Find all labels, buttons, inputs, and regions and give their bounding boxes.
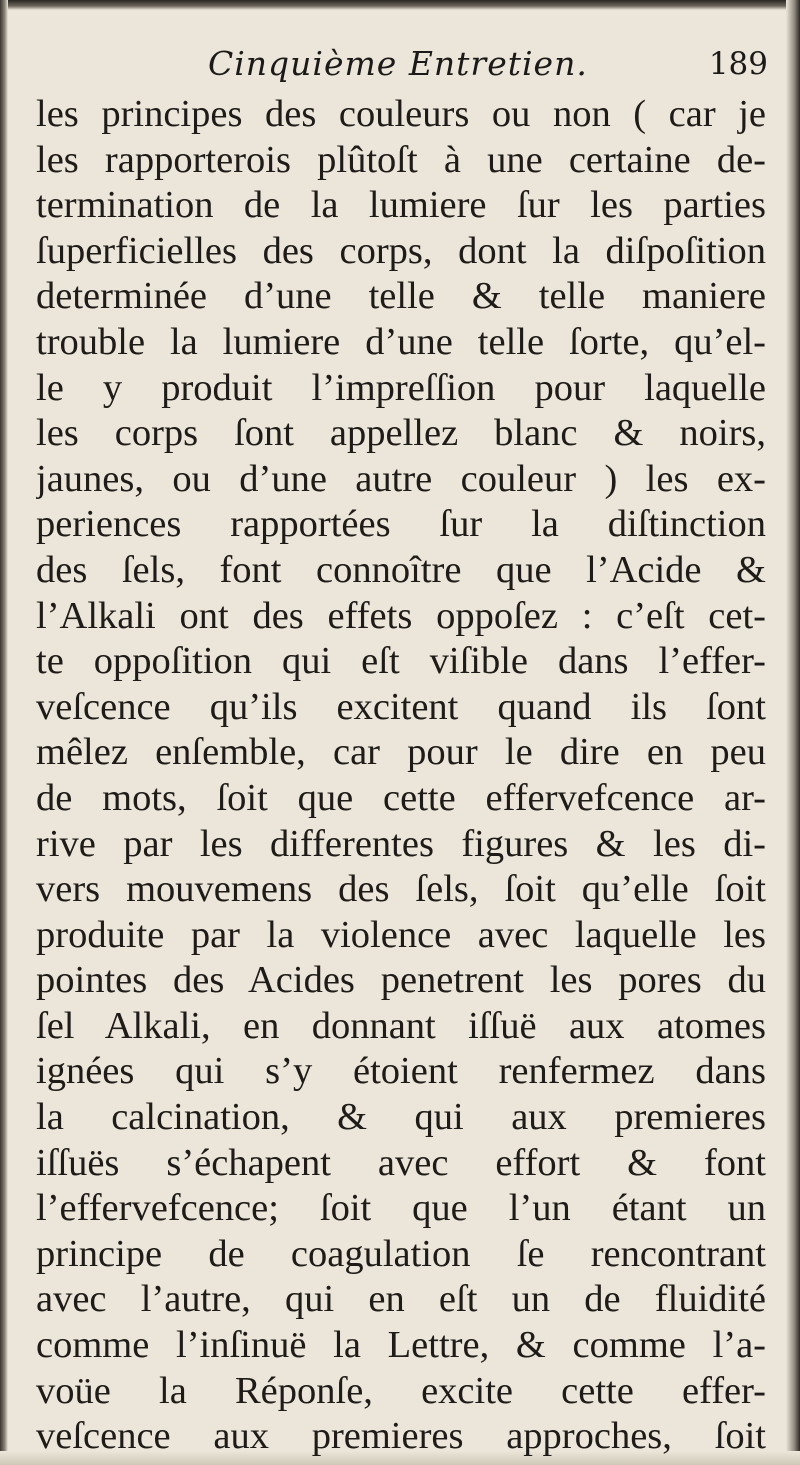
page-right-edge — [786, 0, 800, 1465]
text-line: voüe la Réponſe, excite cette effer- — [36, 1369, 766, 1412]
text-line: la calcination, & qui aux premieres — [36, 1096, 766, 1139]
text-line: avec l’autre, qui en eſt un de fluidité — [36, 1278, 766, 1321]
text-line: termination de la lumiere ſur les parties — [36, 184, 766, 227]
text-line: mêlez enſemble, car pour le dire en peu — [36, 731, 766, 774]
page-header — [36, 44, 778, 96]
text-line: determinée d’une telle & telle maniere — [36, 275, 766, 318]
text-line: l’effervefcence; ſoit que l’un étant un — [36, 1187, 766, 1230]
text-line: te oppoſition qui eſt viſible dans l’effer- — [36, 640, 766, 683]
text-line: les rapporterois plûtoſt à une certaine de- — [36, 138, 766, 181]
text-line: des ſels, font connoître que l’Acide & — [36, 548, 766, 591]
text-line: les principes des couleurs ou non ( car je — [36, 93, 766, 135]
running-head: Cinquième Entretien. — [208, 44, 588, 83]
text-line: rive par les differentes figures & les di- — [36, 822, 766, 865]
text-line: ſel Alkali, en donnant iſſuë aux atomes — [36, 1004, 766, 1047]
text-line: vers mouvemens des ſels, ſoit qu’elle ſoit — [36, 868, 766, 911]
page-top-edge — [0, 0, 800, 10]
text-line: iſſuës s’échapent avec effort & font — [36, 1141, 766, 1184]
text-line: comme l’inſinuë la Lettre, & comme l’a- — [36, 1324, 766, 1367]
text-line: ſuperficielles des corps, dont la diſpoſition — [36, 229, 766, 272]
text-line: de mots, ſoit que cette effervefcence ar- — [36, 776, 766, 819]
text-line: l’Alkali ont des effets oppoſez : c’eſt cet- — [36, 594, 766, 637]
text-line: veſcence aux premieres approches, ſoit — [36, 1415, 766, 1458]
text-line: les corps ſont appellez blanc & noirs, — [36, 412, 766, 455]
page-number: 189 — [708, 46, 768, 82]
text-line: periences rapportées ſur la diſtinction — [36, 503, 766, 546]
text-line: produite par la violence avec laquelle les — [36, 913, 766, 956]
text-line: le y produit l’impreſſion pour laquelle — [36, 366, 766, 409]
body-text — [36, 92, 766, 1460]
text-line: trouble la lumiere d’une telle ſorte, qu’el- — [36, 320, 766, 363]
text-line: jaunes, ou d’une autre couleur ) les ex- — [36, 457, 766, 500]
text-line: pointes des Acides penetrent les pores du — [36, 959, 766, 1002]
text-line: principe de coagulation ſe rencontrant — [36, 1232, 766, 1275]
page-left-edge — [0, 0, 8, 1465]
text-line: ignées qui s’y étoient renfermez dans — [36, 1050, 766, 1093]
text-line: veſcence qu’ils excitent quand ils ſont — [36, 685, 766, 728]
